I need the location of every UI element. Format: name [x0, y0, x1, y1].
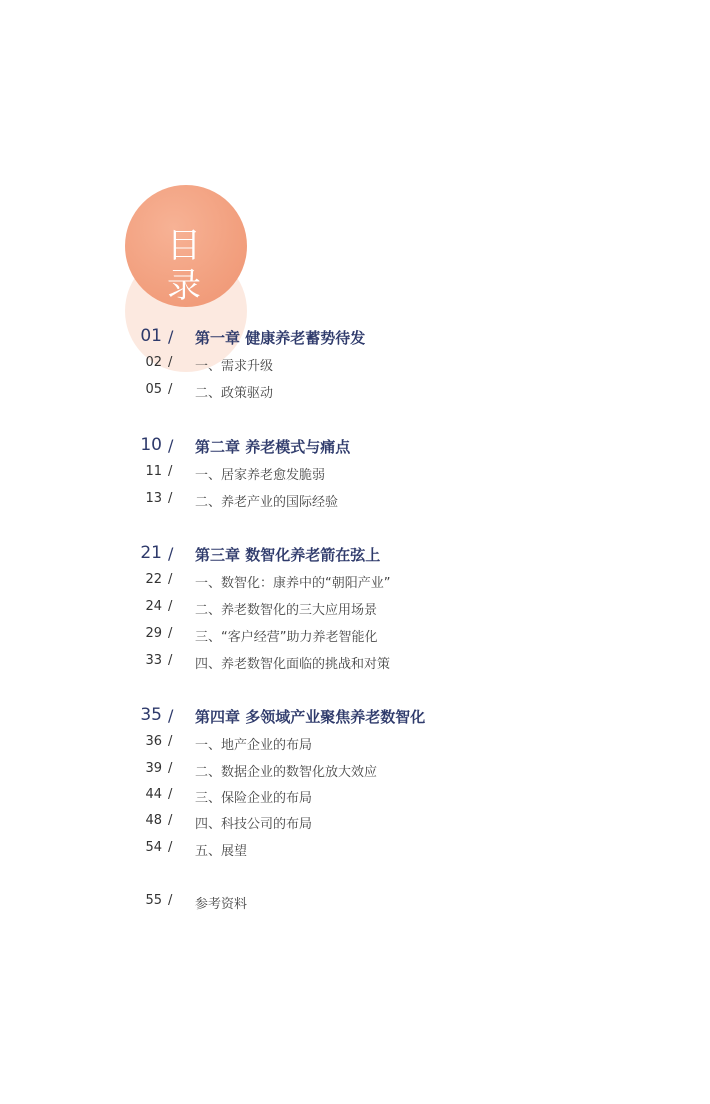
toc-separator: /	[168, 653, 173, 668]
toc-entry-section[interactable]	[0, 353, 710, 375]
toc-page-number: 02	[145, 355, 162, 370]
toc-label: 三、保险企业的布局	[195, 791, 313, 806]
toc-separator: /	[168, 355, 173, 370]
toc-entry-section[interactable]	[0, 462, 710, 484]
toc-page-number: 24	[145, 599, 162, 614]
toc-entry-section[interactable]	[0, 624, 710, 646]
toc-separator: /	[168, 327, 174, 346]
toc-separator: /	[168, 787, 173, 802]
toc-page-number: 35	[140, 705, 162, 725]
toc-page-number: 39	[145, 761, 162, 776]
toc-page-number: 29	[145, 626, 162, 641]
toc-separator: /	[168, 813, 173, 828]
toc-entry-section[interactable]	[0, 785, 710, 807]
toc-page-number: 05	[145, 382, 162, 397]
toc-label: 四、科技公司的布局	[195, 817, 313, 832]
toc-label: 参考资料	[195, 897, 248, 912]
toc-entry-chapter[interactable]	[0, 543, 710, 565]
toc-page-number: 48	[145, 813, 162, 828]
toc-separator: /	[168, 464, 173, 479]
toc-page-number: 01	[140, 326, 162, 346]
toc-page-number: 10	[140, 435, 162, 455]
toc-page-number: 33	[145, 653, 162, 668]
toc-entry-section[interactable]	[0, 811, 710, 833]
toc-page-number: 22	[145, 572, 162, 587]
toc-label: 第四章 多领域产业聚焦养老数智化	[195, 708, 426, 726]
toc-page-number: 11	[145, 464, 162, 479]
toc-label: 一、需求升级	[195, 359, 274, 374]
toc-entry-section[interactable]	[0, 380, 710, 402]
toc-separator: /	[168, 491, 173, 506]
toc-entry-section[interactable]	[0, 651, 710, 673]
toc-entry-chapter[interactable]	[0, 435, 710, 457]
toc-separator: /	[168, 840, 173, 855]
toc-label: 一、数智化：康养中的“朝阳产业”	[195, 576, 391, 591]
toc-entry-section[interactable]	[0, 759, 710, 781]
toc-entry-section[interactable]	[0, 597, 710, 619]
toc-separator: /	[168, 572, 173, 587]
toc-label: 四、养老数智化面临的挑战和对策	[195, 657, 391, 672]
toc-page-number: 44	[145, 787, 162, 802]
toc-label: 第一章 健康养老蓄势待发	[195, 329, 366, 347]
toc-label: 第二章 养老模式与痛点	[195, 438, 351, 456]
toc-label: 二、数据企业的数智化放大效应	[195, 765, 378, 780]
toc-separator: /	[168, 761, 173, 776]
page-title: 目 录	[167, 226, 219, 306]
toc-entry-section[interactable]	[0, 570, 710, 592]
toc-separator: /	[168, 706, 174, 725]
toc-label: 一、地产企业的布局	[195, 738, 313, 753]
toc-separator: /	[168, 599, 173, 614]
toc-separator: /	[168, 544, 174, 563]
toc-label: 一、居家养老愈发脆弱	[195, 468, 326, 483]
toc-page-number: 36	[145, 734, 162, 749]
toc-label: 二、养老数智化的三大应用场景	[195, 603, 378, 618]
toc-entry-references[interactable]	[0, 891, 710, 913]
toc-separator: /	[168, 382, 173, 397]
toc-label: 二、养老产业的国际经验	[195, 495, 339, 510]
toc-separator: /	[168, 626, 173, 641]
toc-separator: /	[168, 436, 174, 455]
toc-label: 三、“客户经营”助力养老智能化	[195, 630, 378, 645]
toc-label: 第三章 数智化养老箭在弦上	[195, 546, 381, 564]
toc-label: 二、政策驱动	[195, 386, 274, 401]
toc-page-number: 13	[145, 491, 162, 506]
toc-separator: /	[168, 734, 173, 749]
toc-separator: /	[168, 893, 173, 908]
toc-entry-section[interactable]	[0, 732, 710, 754]
toc-page-number: 54	[145, 840, 162, 855]
toc-entry-chapter[interactable]	[0, 326, 710, 348]
toc-label: 五、展望	[195, 844, 248, 859]
toc-entry-chapter[interactable]	[0, 705, 710, 727]
toc-page-number: 21	[140, 543, 162, 563]
toc-entry-section[interactable]	[0, 838, 710, 860]
toc-entry-section[interactable]	[0, 489, 710, 511]
toc-page-number: 55	[145, 893, 162, 908]
